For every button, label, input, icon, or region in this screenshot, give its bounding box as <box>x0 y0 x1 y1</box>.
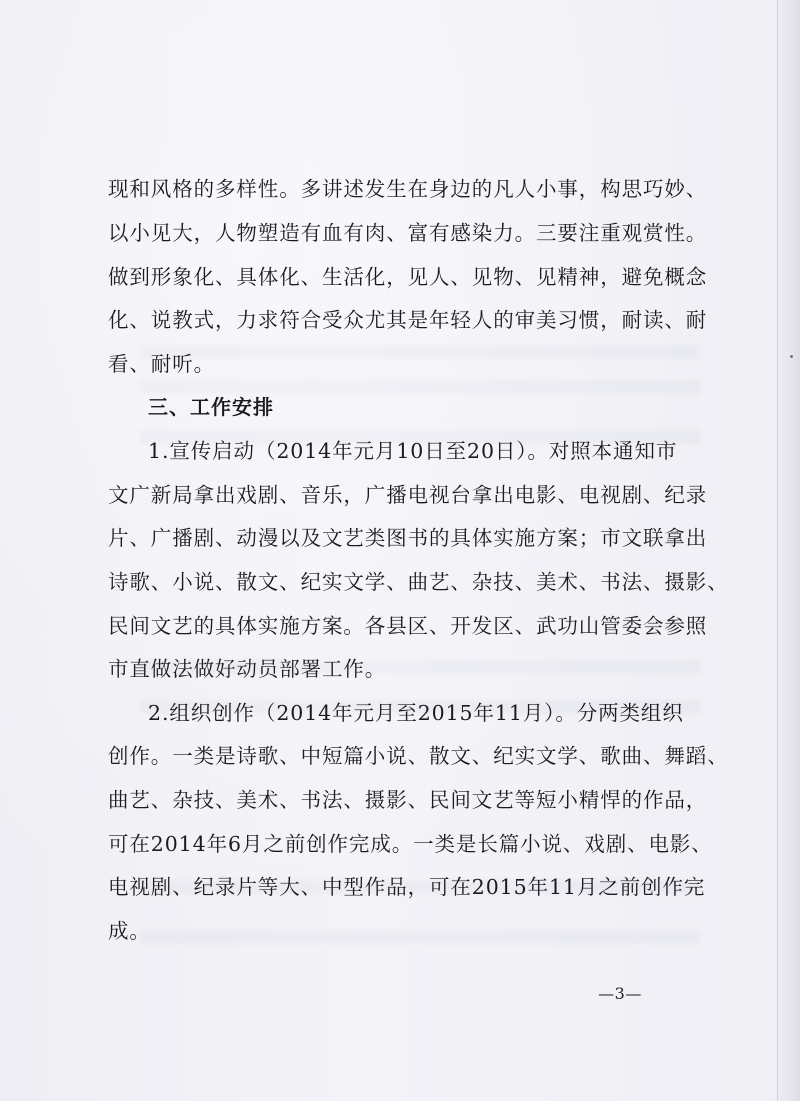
paragraph-line: 化、说教式，力求符合受众尤其是年轻人的审美习惯，耐读、耐 <box>108 308 708 332</box>
paragraph-line: 现和风格的多样性。多讲述发生在身边的凡人小事，构思巧妙、 <box>108 177 708 201</box>
paragraph-line: 诗歌、小说、散文、纪实文学、曲艺、杂技、美术、书法、摄影、 <box>108 570 729 594</box>
paragraph-line: 以小见大，人物塑造有血有肉、富有感染力。三要注重观赏性。 <box>108 221 708 245</box>
page-number: —3— <box>598 984 642 1003</box>
paragraph-line: 可在2014年6月之前创作完成。一类是长篇小说、戏剧、电影、 <box>108 832 713 856</box>
section-heading: 三、工作安排 <box>148 395 274 419</box>
paragraph-line: 创作。一类是诗歌、中短篇小说、散文、纪实文学、歌曲、舞蹈、 <box>108 744 729 768</box>
paragraph-line: 看、耐听。 <box>108 352 215 376</box>
page-edge-line <box>777 0 778 1101</box>
paragraph-line: 做到形象化、具体化、生活化，见人、见物、见精神，避免概念 <box>108 265 708 289</box>
paragraph-line: 民间文艺的具体实施方案。各县区、开发区、武功山管委会参照 <box>108 614 708 638</box>
paragraph-line: 市直做法做好动员部署工作。 <box>108 657 387 681</box>
paragraph-line: 片、广播剧、动漫以及文艺类图书的具体实施方案；市文联拿出 <box>108 526 708 550</box>
scan-speck <box>790 355 793 358</box>
show-through-bleed <box>140 345 700 359</box>
paragraph-line: 电视剧、纪录片等大、中型作品，可在2015年11月之前创作完 <box>108 875 706 899</box>
paragraph-line: 1.宣传启动（2014年元月10日至20日）。对照本通知市 <box>148 439 678 463</box>
paragraph-line: 2.组织创作（2014年元月至2015年11月）。分两类组织 <box>148 701 684 725</box>
paragraph-line: 曲艺、杂技、美术、书法、摄影、民间文艺等短小精悍的作品， <box>108 788 708 812</box>
show-through-bleed <box>140 930 700 944</box>
paragraph-line: 成。 <box>108 919 151 943</box>
paragraph-line: 文广新局拿出戏剧、音乐，广播电视台拿出电影、电视剧、纪录 <box>108 483 708 507</box>
